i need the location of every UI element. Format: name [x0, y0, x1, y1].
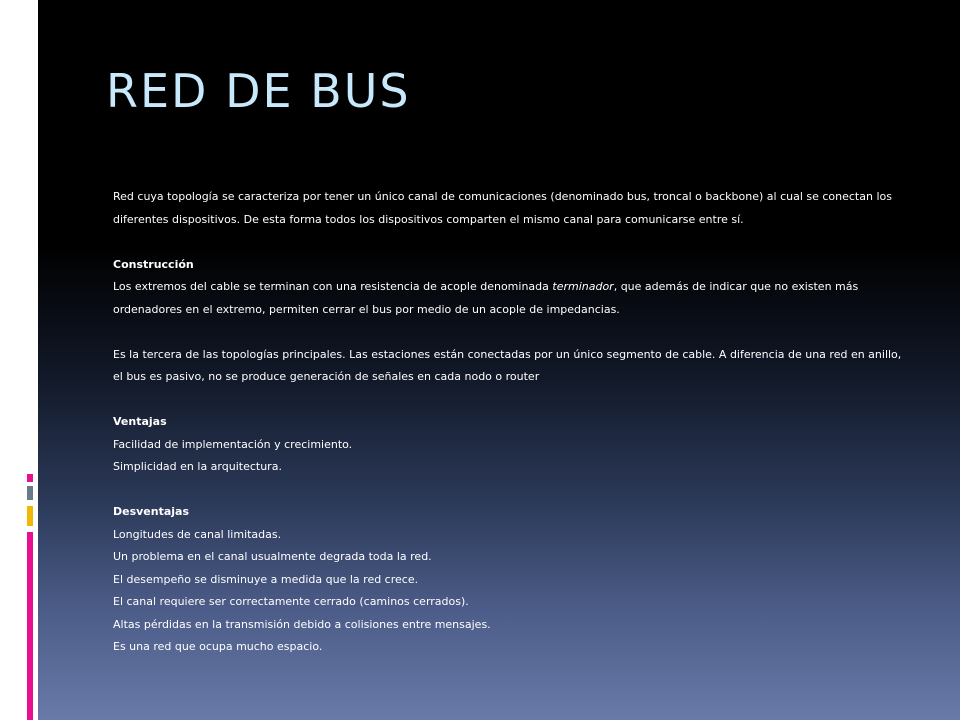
desventajas-heading: Desventajas [113, 505, 190, 518]
accent-pink-square [27, 474, 33, 482]
construccion-paragraph [113, 276, 903, 321]
intro-paragraph: Red cuya topología se caracteriza por tener un único canal de comunicaciones (denominado bus, troncal o backbone) al cual se conectan los diferentes dispositivos. De esta forma todos los dispositivos comparten el mismo canal para comunicarse entre sí. [113, 190, 892, 226]
slide-content [113, 186, 903, 659]
construccion-text-after: , que además de indicar que no existen más ordenadores en el extremo, permiten cerrar el bus por medio de un acople de impedancias. [113, 280, 859, 316]
desventajas-item: Longitudes de canal limitadas. [113, 527, 282, 541]
accent-grey-block [27, 486, 33, 500]
desventajas-item: Un problema en el canal usualmente degrada toda la red. [113, 550, 432, 563]
construccion-text-before: Los extremos del cable se terminan con una resistencia de acople denominada [113, 280, 553, 293]
slide-title: RED DE BUS [106, 64, 411, 118]
ventajas-item: Facilidad de implementación y crecimiento. [113, 437, 353, 451]
desventajas-item: El canal requiere ser correctamente cerrado (caminos cerrados). [113, 595, 469, 608]
ventajas-heading: Ventajas [113, 415, 167, 428]
accent-pink-bar [27, 532, 33, 720]
ventajas-item: Simplicidad en la arquitectura. [113, 460, 282, 473]
desventajas-item: Es una red que ocupa mucho espacio. [113, 640, 323, 653]
accent-gold-block [27, 506, 33, 526]
construccion-heading: Construcción [113, 257, 194, 271]
desventajas-item: Altas pérdidas en la transmisión debido a colisiones entre mensajes. [113, 617, 491, 631]
topology-paragraph: Es la tercera de las topologías principales. Las estaciones están conectadas por un único segmento de cable. A diferencia de una red en anillo, el bus es pasivo, no se produce generación de señales en cada nodo o router [113, 347, 902, 383]
terminador-term: terminador [552, 280, 614, 293]
desventajas-item: El desempeño se disminuye a medida que la red crece. [113, 572, 419, 586]
